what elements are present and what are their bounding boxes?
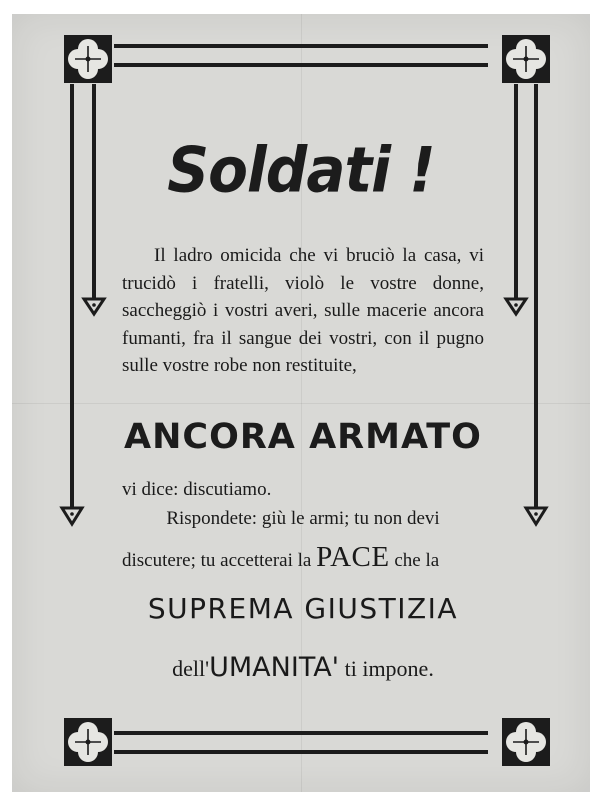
umanita-suffix: ti impone.	[344, 656, 434, 681]
line-pace-suffix: che la	[394, 550, 440, 571]
arrow-down-icon	[506, 299, 526, 314]
umanita-prefix: dell'	[172, 656, 210, 681]
poster	[12, 14, 590, 792]
four-leaf-clover-icon	[502, 35, 550, 83]
line-umanita	[122, 652, 484, 683]
main-paragraph: Il ladro omicida che vi bruciò la casa, vi trucidò i fratelli, violò le vostre donne, saccheggiò i vostri averi, sulle macerie ancora fumanti, fra il sangue dei vostri, con il pugno sulle vostre robe non restituite,	[122, 245, 484, 376]
poster-title: Soldati !	[167, 133, 435, 207]
arrow-down-icon	[526, 508, 546, 524]
pace-word: PACE	[316, 541, 390, 573]
arrow-down-icon	[62, 508, 82, 524]
line-pace	[122, 541, 484, 574]
four-leaf-clover-icon	[64, 35, 112, 83]
four-leaf-clover-icon	[502, 718, 550, 766]
umanita-word: UMANITA'	[209, 652, 340, 683]
line-rispondete: Rispondete: giù le armi; tu non devi	[166, 508, 440, 529]
emphasis-heading: ANCORA ARMATO	[124, 417, 482, 457]
arrow-down-icon	[84, 299, 104, 314]
line-discutiamo: vi dice: discutiamo.	[122, 479, 272, 500]
line-pace-prefix: discutere; tu accetterai la	[122, 550, 312, 571]
suprema-giustizia: SUPREMA GIUSTIZIA	[147, 592, 459, 625]
four-leaf-clover-icon	[64, 718, 112, 766]
